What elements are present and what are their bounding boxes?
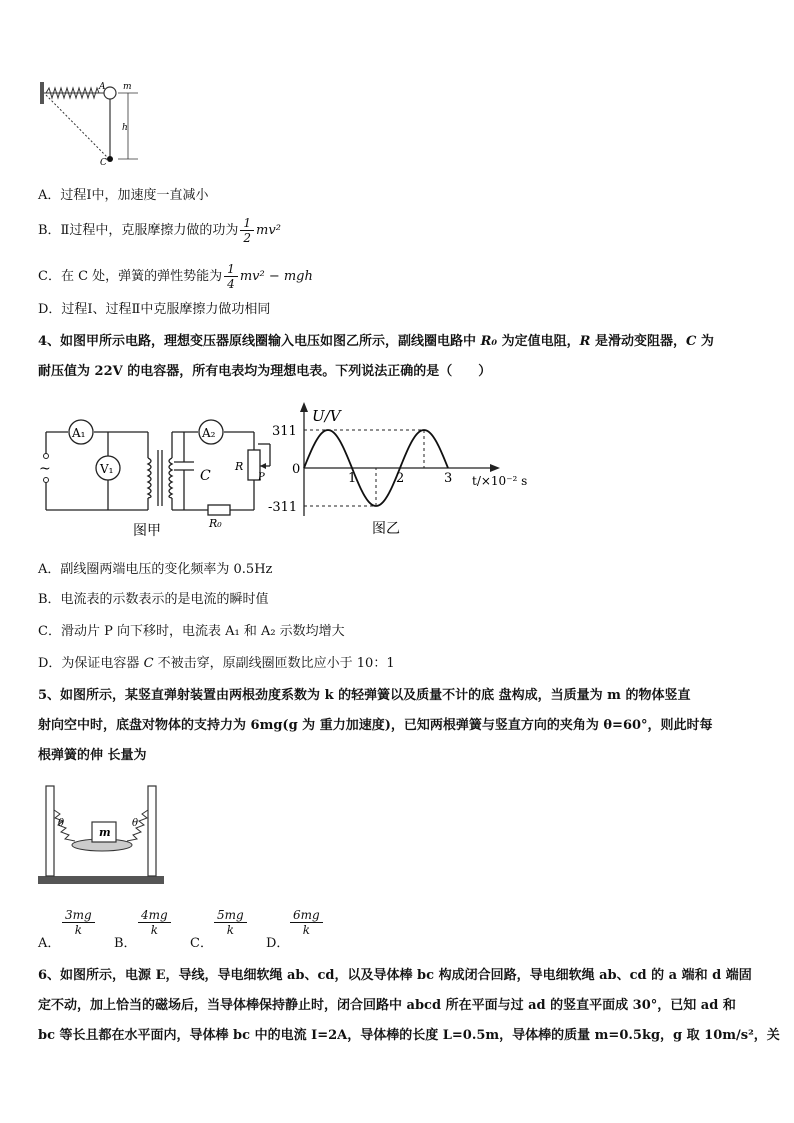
- q4-option-d-text: 不被击穿，原副线圈匝数比应小于 10：1: [153, 656, 395, 671]
- q4-option-a: A．副线圈两端电压的变化频率为 0.5Hz: [38, 562, 273, 577]
- x-tick-label: 2: [396, 471, 405, 486]
- q3-option-d: D．过程Ⅰ、过程Ⅱ中克服摩擦力做功相同: [38, 302, 271, 317]
- option-fraction: [138, 908, 171, 937]
- fraction-denominator: 2: [243, 231, 252, 245]
- q3-option-b: [38, 216, 281, 245]
- q4-stem-c: C: [685, 334, 697, 349]
- fraction-numerator: 4mg: [138, 908, 171, 923]
- fraction-denominator: k: [74, 923, 82, 937]
- q4-option-d-text: D．为保证电容器: [38, 656, 144, 671]
- option-label: D．: [266, 936, 290, 951]
- q4-option-d: [38, 654, 395, 674]
- q5-label-theta-left: θ: [58, 818, 65, 829]
- q4-stem-r: R: [579, 334, 591, 349]
- q3-option-c: [38, 262, 313, 291]
- q3-option-b-expr: mv²: [256, 223, 281, 238]
- q4-option-d-c: C: [143, 656, 154, 671]
- q6-stem-line3: bc 等长且都在水平面内，导体棒 bc 中的电流 I=2A，导体棒的长度 L=0.5m，导体棒的质量 m=0.5kg，g 取 10m/s²，关: [38, 1028, 780, 1043]
- q5-stem-line3: 根弹簧的伸 长量为: [38, 748, 147, 763]
- q4-stem-text: 为: [696, 334, 714, 349]
- q3-option-c-text: C．在 C 处，弹簧的弹性势能为: [38, 269, 223, 284]
- q6-stem-line2: 定不动，加上恰当的磁场后，当导体棒保持静止时，闭合回路中 abcd 所在平面与过 ad 的竖直平面成 30°，已知 ad 和: [38, 998, 736, 1013]
- option-fraction: [62, 908, 95, 937]
- voltmeter-v1-label: V₁: [100, 462, 114, 476]
- figure-jia-caption: 图甲: [133, 523, 161, 538]
- fraction-numerator: 3mg: [62, 908, 95, 923]
- q5-label-m: m: [99, 826, 111, 839]
- figure-yi-caption: 图乙: [372, 521, 400, 537]
- ammeter-a2-label: A₂: [202, 426, 216, 440]
- fraction-denominator: k: [302, 923, 310, 937]
- q6-stem-line1: 6、如图所示，电源 E，导线，导电细软绳 ab、cd，以及导体棒 bc 构成闭合回路，导电细软绳 ab、cd 的 a 端和 d 端固: [38, 968, 752, 983]
- ammeter-a1-label: A₁: [72, 426, 86, 440]
- x-tick-label: 1: [348, 471, 357, 486]
- q5-label-theta-right: θ: [132, 818, 139, 829]
- slider-p-label: P: [258, 472, 265, 483]
- q3-label-h: h: [122, 123, 128, 133]
- option-fraction: [290, 908, 323, 937]
- q4-stem-text: 是滑动变阻器，: [590, 334, 686, 349]
- q3-label-a: A: [99, 82, 106, 92]
- q4-stem-text: 4、如图甲所示电路，理想变压器原线圈输入电压如图乙所示，副线圈电路中: [38, 334, 481, 349]
- q3-option-b-fraction: [240, 216, 254, 245]
- chart-ylabel: U/V: [312, 407, 341, 425]
- option-label: B．: [114, 936, 137, 951]
- q3-option-c-expr: mv² − mgh: [239, 269, 313, 284]
- q3-option-c-fraction: [224, 262, 238, 291]
- capacitor-c-label: C: [200, 468, 211, 484]
- q3-label-c: C: [100, 158, 107, 166]
- q3-figure: [38, 78, 148, 166]
- option-label: C．: [190, 936, 213, 951]
- fraction-denominator: 4: [227, 277, 235, 291]
- option-fraction: [214, 908, 247, 937]
- q3-option-b-text: B．Ⅱ过程中，克服摩擦力做的功为: [38, 223, 239, 238]
- q4-stem-r0: R₀: [480, 334, 498, 349]
- fraction-numerator: 5mg: [214, 908, 247, 923]
- q5-stem-line2: 射向空中时，底盘对物体的支持力为 6mg(g 为 重力加速度)，已知两根弹簧与竖直方向的夹角为 θ=60°，则此时每: [38, 718, 713, 733]
- ac-source-symbol: ~: [39, 461, 51, 477]
- option-label: A．: [38, 936, 61, 951]
- x-tick-label: 3: [444, 471, 453, 486]
- resistor-r0-label: R₀: [209, 517, 222, 530]
- fraction-denominator: k: [150, 923, 158, 937]
- resistor-r-label: R: [235, 460, 244, 473]
- q4-stem-text: 为定值电阻，: [497, 334, 580, 349]
- q4-stem-line2: 耐压值为 22V 的电容器，所有电表均为理想电表。下列说法正确的是（ ）: [38, 364, 492, 379]
- y-tick-label: 311: [272, 424, 297, 439]
- fraction-numerator: 1: [240, 216, 254, 231]
- q4-circuit-figure: [38, 418, 278, 538]
- fraction-numerator: 1: [224, 262, 238, 277]
- fraction-numerator: 6mg: [290, 908, 323, 923]
- q3-label-m: m: [123, 82, 132, 92]
- q4-option-c: C．滑动片 P 向下移时，电流表 A₁ 和 A₂ 示数均增大: [38, 624, 345, 639]
- q4-option-b: B．电流表的示数表示的是电流的瞬时值: [38, 592, 269, 607]
- y-tick-label: -311: [268, 500, 298, 515]
- q5-figure: [38, 782, 168, 888]
- y-tick-label: 0: [292, 462, 301, 477]
- q5-stem-line1: 5、如图所示，某竖直弹射装置由两根劲度系数为 k 的轻弹簧以及质量不计的底 盘构成，当质量为 m 的物体竖直: [38, 688, 691, 703]
- fraction-denominator: k: [226, 923, 234, 937]
- q3-option-a: A．过程Ⅰ中，加速度一直减小: [38, 188, 209, 203]
- q4-stem-line1: [38, 332, 714, 352]
- chart-xlabel: t/×10⁻² s: [472, 474, 528, 488]
- q4-waveform-chart: [268, 398, 538, 538]
